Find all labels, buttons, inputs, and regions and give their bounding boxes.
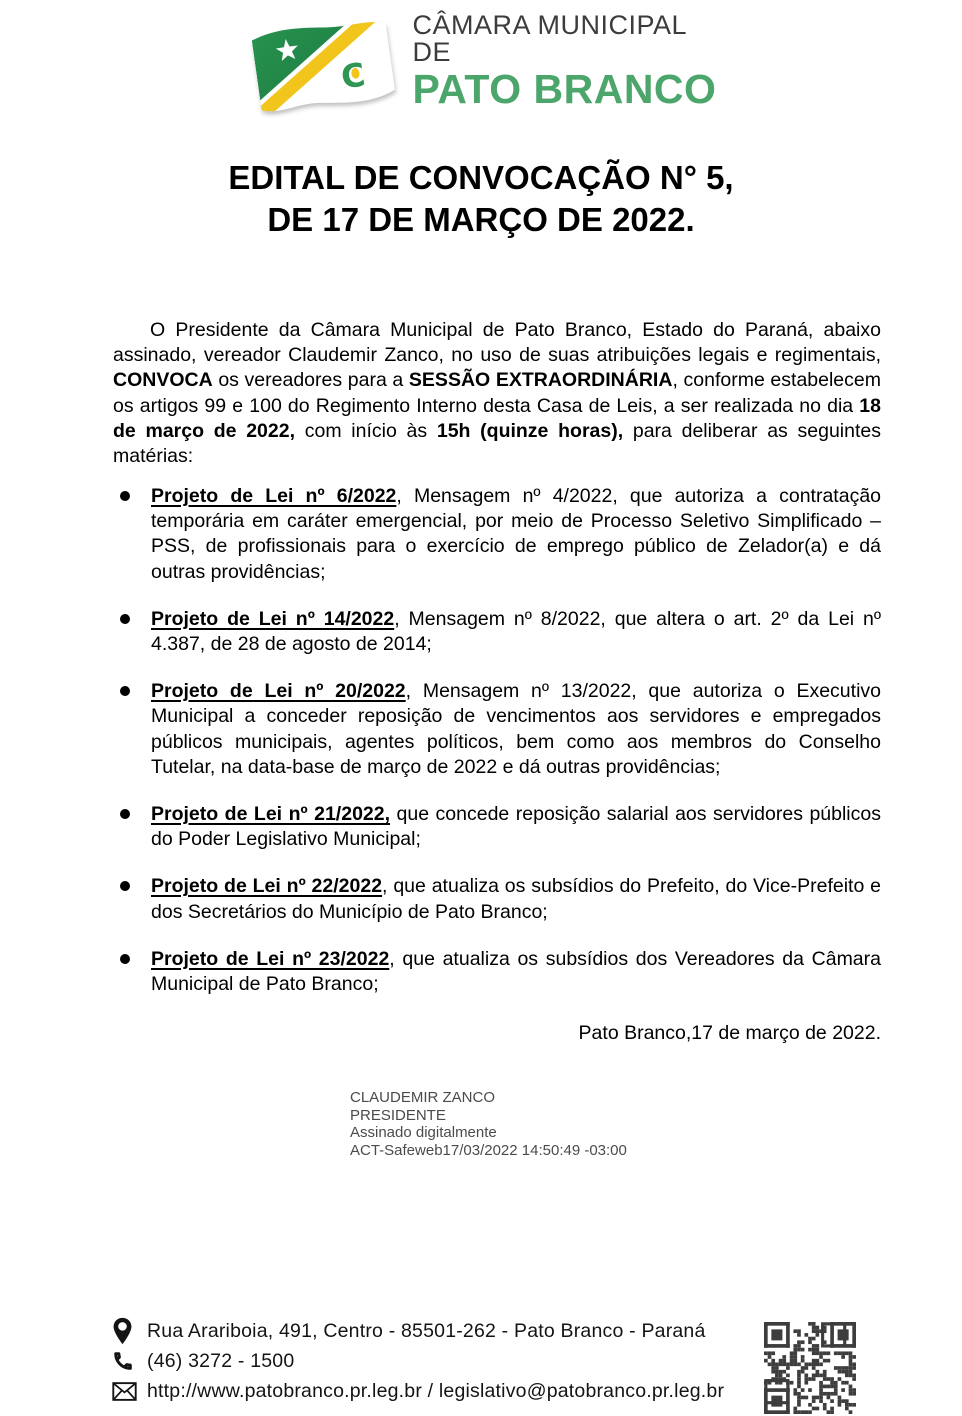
- intro-seg: os vereadores para a: [212, 369, 409, 392]
- signature-name: CLAUDEMIR ZANCO: [350, 1089, 496, 1106]
- page-title: [0, 157, 962, 241]
- intro-seg-bold: SESSÃO EXTRAORDINÁRIA: [408, 369, 673, 392]
- logo-line2: PATO BRANCO: [412, 66, 717, 112]
- location-pin-icon: [112, 1317, 140, 1345]
- footer-phone-row: [112, 1346, 772, 1376]
- footer-address-row: [112, 1316, 772, 1346]
- list-item: [113, 947, 881, 997]
- flag-icon: [241, 12, 407, 120]
- bill-title: Projeto de Lei nº 20/2022: [151, 680, 406, 703]
- signature-stamp: ACT-Safeweb17/03/2022 14:50:49 -03:00: [350, 1141, 627, 1159]
- bullet-icon: [120, 491, 130, 501]
- phone-icon: [112, 1350, 140, 1372]
- bill-title: Projeto de Lei nº 21/2022,: [151, 803, 391, 826]
- footer-phone: (46) 3272 - 1500: [147, 1349, 295, 1372]
- bill-list: [113, 484, 881, 1019]
- bill-description: , que atualiza os subsídios do Prefeito, do Vice-Prefeito e dos Secretários do Município de Pato Branco;: [151, 875, 881, 923]
- intro-seg: com início às: [295, 419, 437, 442]
- footer-web-row: [112, 1376, 772, 1406]
- list-item: [113, 607, 881, 657]
- list-item: [113, 802, 881, 852]
- bill-description: , Mensagem nº 13/2022, que autoriza o Executivo Municipal a conceder reposição de vencimentos aos servidores e empregados públicos municipais, agentes políticos, bem como aos membros do Conselho Tutelar, na data-base de março de 2022 e dá outras providências;: [151, 680, 881, 778]
- bullet-icon: [120, 686, 130, 696]
- bill-title: Projeto de Lei nº 14/2022: [151, 607, 395, 630]
- intro-seg-bold: 18 de março de 2022,: [113, 394, 881, 442]
- bill-title: Projeto de Lei nº 6/2022: [151, 485, 397, 507]
- envelope-icon: [112, 1382, 140, 1401]
- bill-title: Projeto de Lei nº 23/2022: [151, 947, 390, 970]
- logo-text: [413, 12, 722, 120]
- bill-description: que concede reposição salarial aos servidores públicos do Poder Legislativo Municipal;: [151, 803, 881, 851]
- list-item: [113, 484, 881, 585]
- logo-line1: CÂMARA MUNICIPAL DE: [412, 10, 687, 67]
- footer: [112, 1316, 772, 1406]
- bullet-icon: [120, 881, 130, 891]
- bill-description: , Mensagem nº 8/2022, que altera o art. 2º da Lei nº 4.387, de 28 de agosto de 2014;: [151, 607, 882, 656]
- signature-block: [350, 1089, 627, 1159]
- intro-seg: para deliberar as seguintes matérias:: [113, 419, 881, 468]
- intro-seg: O Presidente da Câmara Municipal de Pato Branco, Estado do Paraná, abaixo assinado, vereador Claudemir Zanco, no uso de suas atribuições legais e regimentais,: [113, 319, 881, 367]
- intro-paragraph: [113, 318, 881, 469]
- bill-title: Projeto de Lei nº 22/2022: [151, 875, 383, 898]
- list-item: [113, 679, 881, 780]
- logo: [241, 12, 722, 120]
- signature-role: PRESIDENTE: [350, 1106, 446, 1124]
- intro-seg-bold: CONVOCA: [113, 369, 213, 392]
- signature-method: Assinado digitalmente: [350, 1124, 497, 1141]
- bullet-icon: [120, 614, 130, 624]
- intro-seg-bold: 15h (quinze horas),: [436, 419, 624, 442]
- bullet-icon: [120, 954, 130, 964]
- bullet-icon: [120, 809, 130, 819]
- date-line: Pato Branco,17 de março de 2022.: [578, 1022, 881, 1044]
- title-line-2: DE 17 DE MARÇO DE 2022.: [267, 201, 695, 238]
- qr-code: [764, 1322, 856, 1414]
- footer-address: Rua Arariboia, 491, Centro - 85501-262 - Pato Branco - Paraná: [147, 1319, 706, 1342]
- footer-web: http://www.patobranco.pr.leg.br / legislativo@patobranco.pr.leg.br: [147, 1379, 725, 1402]
- intro-seg: , conforme estabelecem os artigos 99 e 100 do Regimento Interno desta Casa de Leis, a ser realizada no dia: [113, 369, 881, 417]
- title-line-1: EDITAL DE CONVOCAÇÃO N° 5,: [228, 159, 734, 196]
- list-item: [113, 874, 881, 924]
- bill-description: , Mensagem nº 4/2022, que autoriza a contratação temporária em caráter emergencial, por meio de Processo Seletivo Simplificado – PSS, de profissionais para o exercício de emprego público de Zelador(a) e dá outras providências;: [151, 485, 882, 583]
- bill-description: , que atualiza os subsídios dos Vereadores da Câmara Municipal de Pato Branco;: [151, 947, 881, 996]
